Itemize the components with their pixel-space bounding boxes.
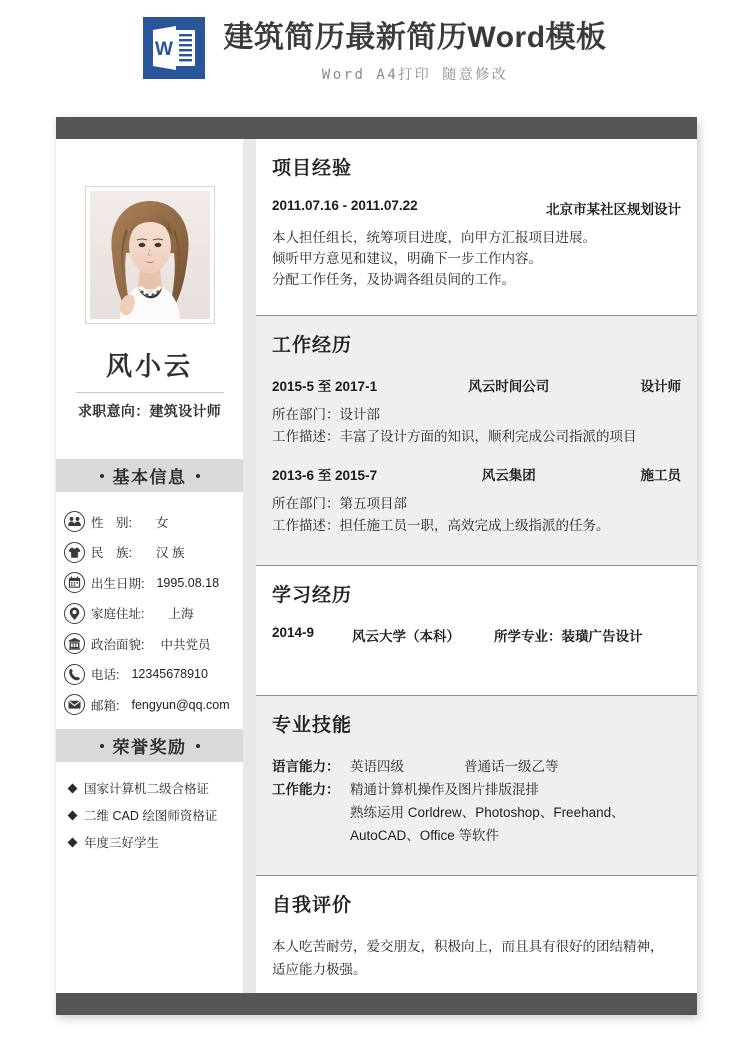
bullet-dot-left bbox=[100, 744, 104, 748]
gender-value: 女 bbox=[155, 515, 169, 530]
work-entry bbox=[272, 464, 681, 537]
language-ability-value-2: 普通话一级乙等 bbox=[464, 759, 559, 774]
work-company: 风云集团 bbox=[481, 468, 536, 483]
diamond-bullet-icon bbox=[68, 837, 78, 847]
project-name: 北京市某社区规划设计 bbox=[546, 202, 681, 217]
email-label: 邮箱: bbox=[91, 698, 120, 713]
project-date: 2011.07.16 - 2011.07.22 bbox=[272, 198, 418, 213]
info-row-phone bbox=[64, 664, 243, 685]
list-item bbox=[69, 833, 243, 851]
person-name: 风小云 bbox=[105, 351, 193, 381]
banner-subtitle: Word A4打印 随意修改 bbox=[321, 67, 509, 83]
work-description: 工作描述：担任施工员一职，高效完成上级指派的任务。 bbox=[272, 518, 610, 533]
bullet-dot-right bbox=[196, 744, 200, 748]
envelope-icon bbox=[64, 694, 85, 715]
ethnicity-value: 汉 族 bbox=[155, 546, 185, 560]
basic-info-title: 基本信息 bbox=[112, 468, 187, 487]
work-header-row bbox=[272, 464, 681, 484]
work-ability-value-1: 精通计算机操作及图片排版混排 bbox=[350, 782, 539, 797]
ethnicity-label: 民 族: bbox=[91, 546, 132, 560]
birthdate-value: 1995.08.18 bbox=[156, 575, 220, 590]
sheet-top-bar bbox=[56, 117, 697, 139]
skill-row-language bbox=[272, 755, 681, 778]
phone-icon bbox=[64, 664, 85, 685]
work-department: 所在部门：第五项目部 bbox=[272, 496, 407, 511]
work-ability-value-2: 熟练运用 Corldrew、Photoshop、Freehand、 bbox=[350, 805, 625, 820]
calendar-icon bbox=[64, 572, 85, 593]
page-banner bbox=[0, 0, 750, 108]
info-row-address bbox=[64, 603, 243, 624]
project-description bbox=[272, 227, 681, 290]
name-divider bbox=[76, 392, 224, 393]
sidebar-header-honors bbox=[56, 729, 243, 762]
work-date: 2013-6 至 2015-7 bbox=[272, 468, 378, 483]
profile-photo bbox=[90, 191, 210, 319]
work-department: 所在部门：设计部 bbox=[272, 407, 380, 422]
work-role: 设计师 bbox=[640, 379, 682, 394]
section-self-evaluation bbox=[256, 875, 697, 993]
skill-row-work bbox=[272, 778, 681, 801]
section-work-experience bbox=[256, 315, 697, 565]
sheet-bottom-bar bbox=[56, 993, 697, 1015]
political-status-label: 政治面貌: bbox=[91, 637, 145, 652]
section-title: 自我评价 bbox=[272, 895, 353, 916]
list-item bbox=[69, 806, 243, 824]
self-evaluation-line: 本人吃苦耐劳，爱交朋友，积极向上，而且具有很好的团结精神， bbox=[272, 939, 664, 954]
address-label: 家庭住址: bbox=[91, 607, 145, 621]
phone-label: 电话: bbox=[91, 668, 120, 682]
section-title: 项目经验 bbox=[272, 158, 353, 179]
section-title: 学习经历 bbox=[272, 585, 353, 606]
profile-photo-frame bbox=[85, 186, 215, 324]
basic-info-list bbox=[56, 511, 243, 715]
honors-title: 荣誉奖励 bbox=[112, 738, 187, 757]
list-item bbox=[69, 779, 243, 797]
honor-label: 年度三好学生 bbox=[84, 836, 160, 850]
section-title: 工作经历 bbox=[272, 335, 353, 356]
bullet-dot-right bbox=[196, 474, 200, 478]
diamond-bullet-icon bbox=[68, 810, 78, 820]
info-row-email bbox=[64, 694, 243, 715]
word-document-icon bbox=[143, 17, 205, 79]
location-pin-icon bbox=[64, 603, 85, 624]
gender-label: 性 别: bbox=[91, 515, 132, 530]
building-icon bbox=[64, 633, 85, 654]
project-description-line: 分配工作任务，及协调各组员间的工作。 bbox=[272, 272, 515, 287]
work-entry bbox=[272, 375, 681, 448]
project-description-line: 本人担任组长，统筹项目进度，向甲方汇报项目进展。 bbox=[272, 230, 596, 245]
section-education bbox=[256, 565, 697, 695]
svg-text:W: W bbox=[155, 39, 174, 60]
job-objective: 求职意向：建筑设计师 bbox=[78, 403, 221, 419]
section-title: 专业技能 bbox=[272, 715, 353, 736]
language-ability-value-1: 英语四级 bbox=[350, 759, 404, 774]
info-row-political-status bbox=[64, 633, 243, 654]
sidebar-content-gutter bbox=[243, 139, 256, 993]
resume-sidebar bbox=[56, 139, 243, 993]
education-date: 2014-9 bbox=[272, 625, 315, 640]
bullet-dot-left bbox=[100, 474, 104, 478]
honors-list bbox=[56, 779, 243, 851]
work-header-row bbox=[272, 375, 681, 395]
education-entry bbox=[272, 625, 681, 645]
section-professional-skills bbox=[256, 695, 697, 875]
info-row-birthdate bbox=[64, 572, 243, 593]
section-project-experience bbox=[256, 139, 697, 315]
sidebar-header-basic-info bbox=[56, 459, 243, 492]
political-status-value: 中共党员 bbox=[160, 637, 211, 652]
people-icon bbox=[64, 511, 85, 532]
tshirt-icon bbox=[64, 542, 85, 563]
resume-main-content bbox=[256, 139, 697, 993]
language-ability-label: 语言能力： bbox=[272, 759, 340, 774]
diamond-bullet-icon bbox=[68, 783, 78, 793]
info-row-gender bbox=[64, 511, 243, 532]
education-major: 所学专业：装璜广告设计 bbox=[494, 629, 643, 644]
phone-value: 12345678910 bbox=[131, 667, 208, 681]
birthdate-label: 出生日期: bbox=[91, 576, 145, 591]
work-role: 施工员 bbox=[640, 468, 682, 483]
self-evaluation-line: 适应能力极强。 bbox=[272, 962, 367, 977]
resume-sheet bbox=[56, 117, 697, 1015]
work-company: 风云时间公司 bbox=[468, 379, 550, 394]
honor-label: 国家计算机二级合格证 bbox=[84, 782, 210, 796]
self-evaluation-body bbox=[272, 935, 681, 981]
work-description: 工作描述：丰富了设计方面的知识，顺利完成公司指派的项目 bbox=[272, 429, 637, 444]
project-description-line: 倾听甲方意见和建议，明确下一步工作内容。 bbox=[272, 251, 542, 266]
address-value: 上海 bbox=[168, 607, 194, 621]
email-value: fengyun@qq.com bbox=[131, 697, 230, 712]
work-ability-value-3: AutoCAD、Office 等软件 bbox=[350, 828, 500, 843]
skills-list bbox=[272, 755, 681, 847]
banner-title: 建筑简历最新简历Word模板 bbox=[223, 21, 607, 54]
work-date: 2015-5 至 2017-1 bbox=[272, 379, 378, 394]
education-school: 风云大学（本科） bbox=[352, 629, 461, 644]
work-ability-label: 工作能力： bbox=[272, 782, 340, 797]
info-row-ethnicity bbox=[64, 542, 243, 563]
project-header-row bbox=[272, 198, 681, 218]
honor-label: 二维 CAD 绘图师资格证 bbox=[84, 809, 218, 823]
